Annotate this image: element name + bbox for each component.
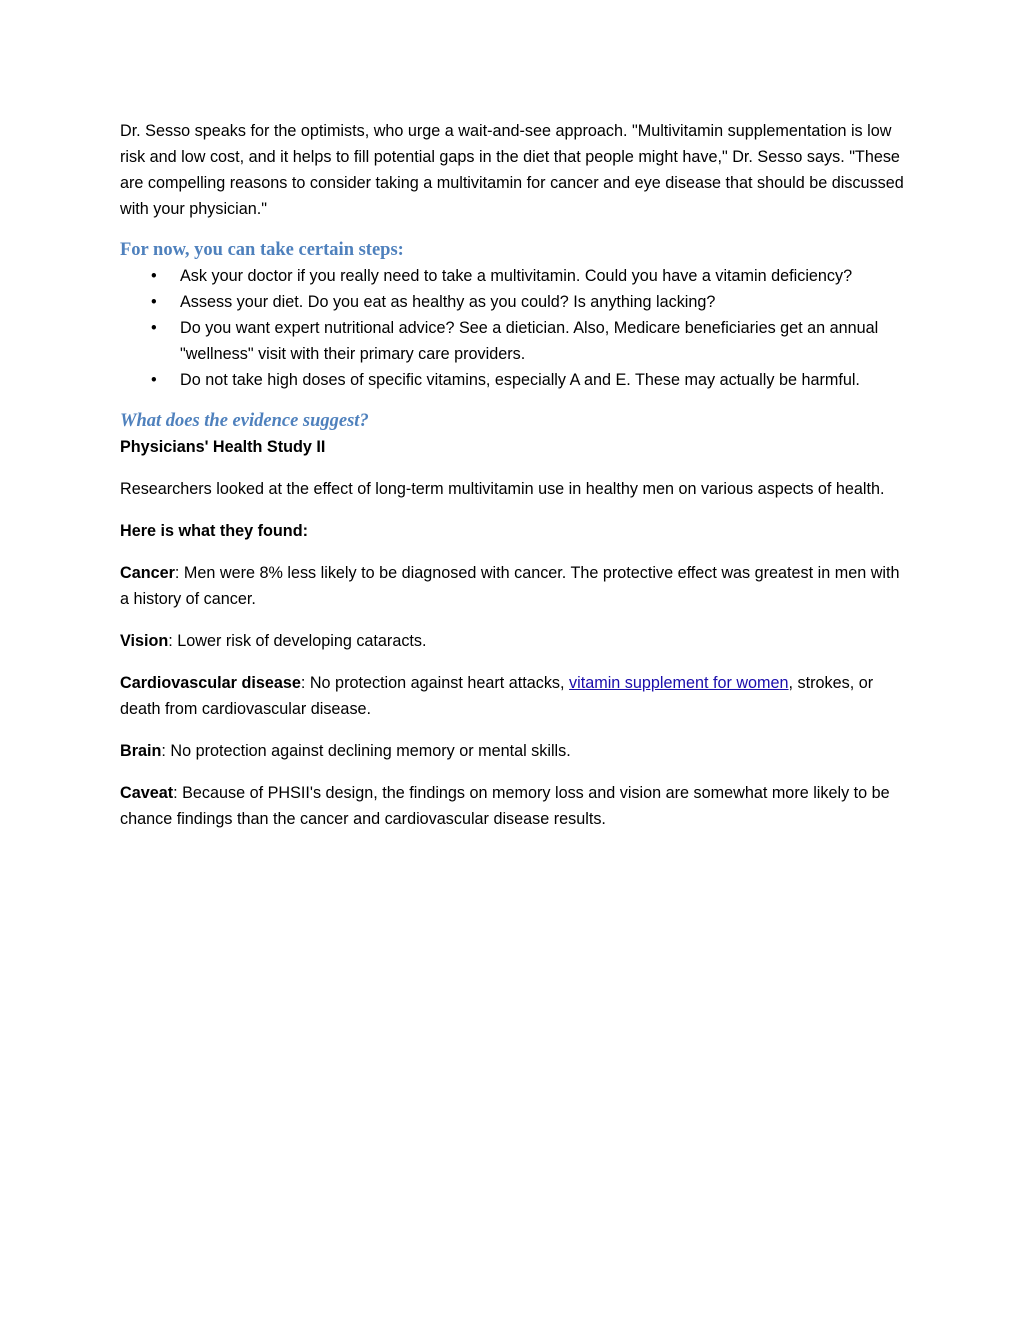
list-item-text: Do you want expert nutritional advice? See a dietician. Also, Medicare beneficiaries get an annual "wellness" visit with their primary care providers. [180, 319, 879, 363]
vitamin-supplement-link[interactable]: vitamin supplement for women [569, 674, 789, 692]
finding-term: Cardiovascular disease [120, 674, 301, 692]
findings-intro-text: Here is what they found: [120, 522, 308, 540]
bullet-icon: • [151, 293, 157, 311]
finding-text: : Because of PHSII's design, the findings on memory loss and vision are somewhat more likely to be chance findings than the cancer and cardiovascular disease results. [120, 784, 890, 828]
bullet-icon: • [151, 267, 157, 285]
list-item [120, 367, 910, 393]
steps-list [120, 263, 910, 393]
finding-cardiovascular [120, 670, 910, 722]
finding-text: : Lower risk of developing cataracts. [168, 632, 427, 650]
finding-brain [120, 738, 910, 764]
document-page [120, 118, 910, 848]
finding-text: : Men were 8% less likely to be diagnosed with cancer. The protective effect was greatest in men with a history of cancer. [120, 564, 900, 608]
bullet-icon: • [151, 371, 157, 389]
study-description: Researchers looked at the effect of long-term multivitamin use in healthy men on various aspects of health. [120, 480, 885, 498]
evidence-heading: What does the evidence suggest? [120, 411, 369, 431]
finding-cancer [120, 560, 910, 612]
finding-term: Vision [120, 632, 169, 650]
finding-term: Brain [120, 742, 162, 760]
finding-text: : No protection against heart attacks, [300, 674, 570, 692]
finding-caveat [120, 780, 910, 832]
list-item-text: Ask your doctor if you really need to take a multivitamin. Could you have a vitamin deficiency? [180, 267, 853, 285]
finding-term: Caveat [120, 784, 174, 802]
list-item [120, 289, 910, 315]
findings-intro [120, 518, 910, 544]
list-item [120, 315, 910, 367]
finding-text: : No protection against declining memory or mental skills. [161, 742, 571, 760]
finding-term: Cancer [120, 564, 175, 582]
intro-paragraph: Dr. Sesso speaks for the optimists, who urge a wait-and-see approach. "Multivitamin supplementation is low risk and low cost, and it helps to fill potential gaps in the diet that people might have," Dr. Sesso says. "These are compelling reasons to consider taking a multivitamin for cancer and eye disease that should be discussed with your physician." [120, 122, 904, 218]
study-title: Physicians' Health Study II [120, 438, 326, 456]
bullet-icon: • [151, 319, 157, 337]
finding-text: , strokes, or death from cardiovascular disease. [120, 674, 874, 718]
list-item [120, 263, 910, 289]
list-item-text: Assess your diet. Do you eat as healthy as you could? Is anything lacking? [180, 293, 716, 311]
list-item-text: Do not take high doses of specific vitamins, especially A and E. These may actually be harmful. [180, 371, 860, 389]
finding-vision [120, 628, 910, 654]
steps-heading: For now, you can take certain steps: [120, 240, 404, 260]
